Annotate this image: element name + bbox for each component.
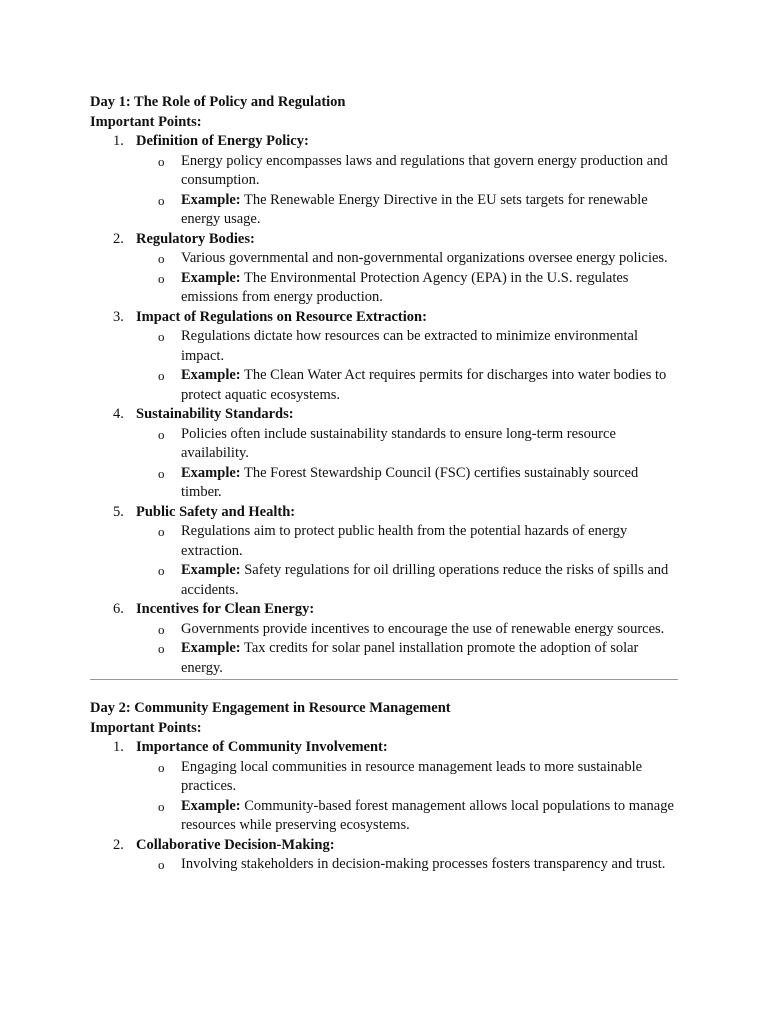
example-text: The Renewable Energy Directive in the EU sets targets for renewable energy usage. bbox=[181, 191, 648, 227]
example-text: Community-based forest management allows local populations to manage resources while preserving ecosystems. bbox=[181, 797, 674, 833]
item-number: 2. bbox=[113, 230, 124, 247]
point-heading: Definition of Energy Policy: bbox=[136, 133, 309, 149]
list-item bbox=[90, 132, 680, 152]
example-label: Example: bbox=[181, 640, 241, 656]
bullet-icon: o bbox=[158, 641, 165, 656]
bullet-icon: o bbox=[158, 621, 165, 637]
list-item bbox=[90, 738, 680, 758]
document-page bbox=[90, 93, 680, 875]
bullet-icon: o bbox=[158, 270, 165, 286]
example-label: Example: bbox=[181, 464, 241, 481]
important-points-label: Important Points: bbox=[90, 719, 202, 736]
example-text: Tax credits for solar panel installation promote the adoption of solar energy. bbox=[181, 640, 639, 676]
bullet-icon: o bbox=[158, 798, 165, 814]
item-number: 4. bbox=[113, 406, 124, 422]
list-item bbox=[90, 600, 680, 620]
section-day-2 bbox=[90, 699, 680, 875]
sub-bullet bbox=[90, 366, 680, 405]
spacer bbox=[90, 680, 680, 699]
important-points-label: Important Points: bbox=[90, 113, 202, 130]
bullet-icon: o bbox=[158, 329, 165, 344]
list-item bbox=[90, 836, 680, 856]
sub-bullet bbox=[90, 249, 680, 269]
list-item bbox=[90, 308, 680, 328]
sub-bullet bbox=[90, 855, 680, 875]
bullet-icon: o bbox=[158, 426, 165, 442]
bullet-icon: o bbox=[158, 153, 165, 169]
sub-bullet bbox=[90, 522, 680, 561]
point-description: Regulations dictate how resources can be extracted to minimize environmental impact. bbox=[181, 328, 638, 364]
example-label: Example: bbox=[181, 562, 241, 578]
bullet-icon: o bbox=[158, 251, 165, 266]
example-text: The Environmental Protection Agency (EPA) in the U.S. regulates emissions from energy production. bbox=[181, 269, 629, 305]
bullet-icon: o bbox=[158, 524, 165, 539]
example-label: Example: bbox=[181, 797, 241, 814]
bullet-icon: o bbox=[158, 465, 165, 481]
item-number: 1. bbox=[113, 739, 124, 755]
item-number: 3. bbox=[113, 308, 124, 325]
sub-bullet bbox=[90, 561, 680, 600]
section-title: Day 1: The Role of Policy and Regulation bbox=[90, 94, 346, 110]
list-item bbox=[90, 230, 680, 250]
example-text: The Clean Water Act requires permits for discharges into water bodies to protect aquatic ecosystems. bbox=[181, 367, 667, 403]
example-label: Example: bbox=[181, 269, 241, 286]
point-heading: Incentives for Clean Energy: bbox=[136, 601, 315, 617]
bullet-icon: o bbox=[158, 759, 165, 775]
bullet-icon: o bbox=[158, 368, 165, 383]
point-heading: Regulatory Bodies: bbox=[136, 230, 255, 247]
item-number: 5. bbox=[113, 503, 124, 520]
point-description: Regulations aim to protect public health from the potential hazards of energy extraction. bbox=[181, 523, 628, 559]
point-heading: Importance of Community Involvement: bbox=[136, 739, 388, 755]
list-item bbox=[90, 503, 680, 523]
section-day-1 bbox=[90, 93, 680, 678]
point-description: Governments provide incentives to encourage the use of renewable energy sources. bbox=[181, 620, 665, 637]
sub-bullet bbox=[90, 327, 680, 366]
bullet-icon: o bbox=[158, 563, 165, 578]
sub-bullet bbox=[90, 620, 680, 640]
point-description: Energy policy encompasses laws and regulations that govern energy production and consumption. bbox=[181, 152, 668, 188]
sub-bullet bbox=[90, 758, 680, 797]
sub-bullet bbox=[90, 191, 680, 230]
example-text: The Forest Stewardship Council (FSC) certifies sustainably sourced timber. bbox=[181, 464, 639, 500]
point-heading: Impact of Regulations on Resource Extraction: bbox=[136, 308, 427, 325]
point-heading: Collaborative Decision-Making: bbox=[136, 836, 335, 853]
example-label: Example: bbox=[181, 191, 241, 208]
list-item bbox=[90, 405, 680, 425]
example-label: Example: bbox=[181, 367, 241, 383]
point-description: Policies often include sustainability standards to ensure long-term resource availability. bbox=[181, 425, 616, 461]
point-description: Various governmental and non-governmental organizations oversee energy policies. bbox=[181, 250, 668, 266]
sub-bullet bbox=[90, 425, 680, 464]
point-heading: Public Safety and Health: bbox=[136, 503, 296, 520]
bullet-icon: o bbox=[158, 857, 165, 872]
example-text: Safety regulations for oil drilling operations reduce the risks of spills and accidents. bbox=[181, 562, 669, 598]
sub-bullet bbox=[90, 639, 680, 678]
point-description: Engaging local communities in resource management leads to more sustainable practices. bbox=[181, 758, 643, 794]
bullet-icon: o bbox=[158, 192, 165, 208]
point-description: Involving stakeholders in decision-making processes fosters transparency and trust. bbox=[181, 856, 666, 872]
item-number: 2. bbox=[113, 836, 124, 853]
point-heading: Sustainability Standards: bbox=[136, 406, 294, 422]
sub-bullet bbox=[90, 152, 680, 191]
sub-bullet bbox=[90, 797, 680, 836]
sub-bullet bbox=[90, 464, 680, 503]
sub-bullet bbox=[90, 269, 680, 308]
item-number: 1. bbox=[113, 133, 124, 149]
section-title: Day 2: Community Engagement in Resource Management bbox=[90, 700, 451, 716]
item-number: 6. bbox=[113, 601, 124, 617]
